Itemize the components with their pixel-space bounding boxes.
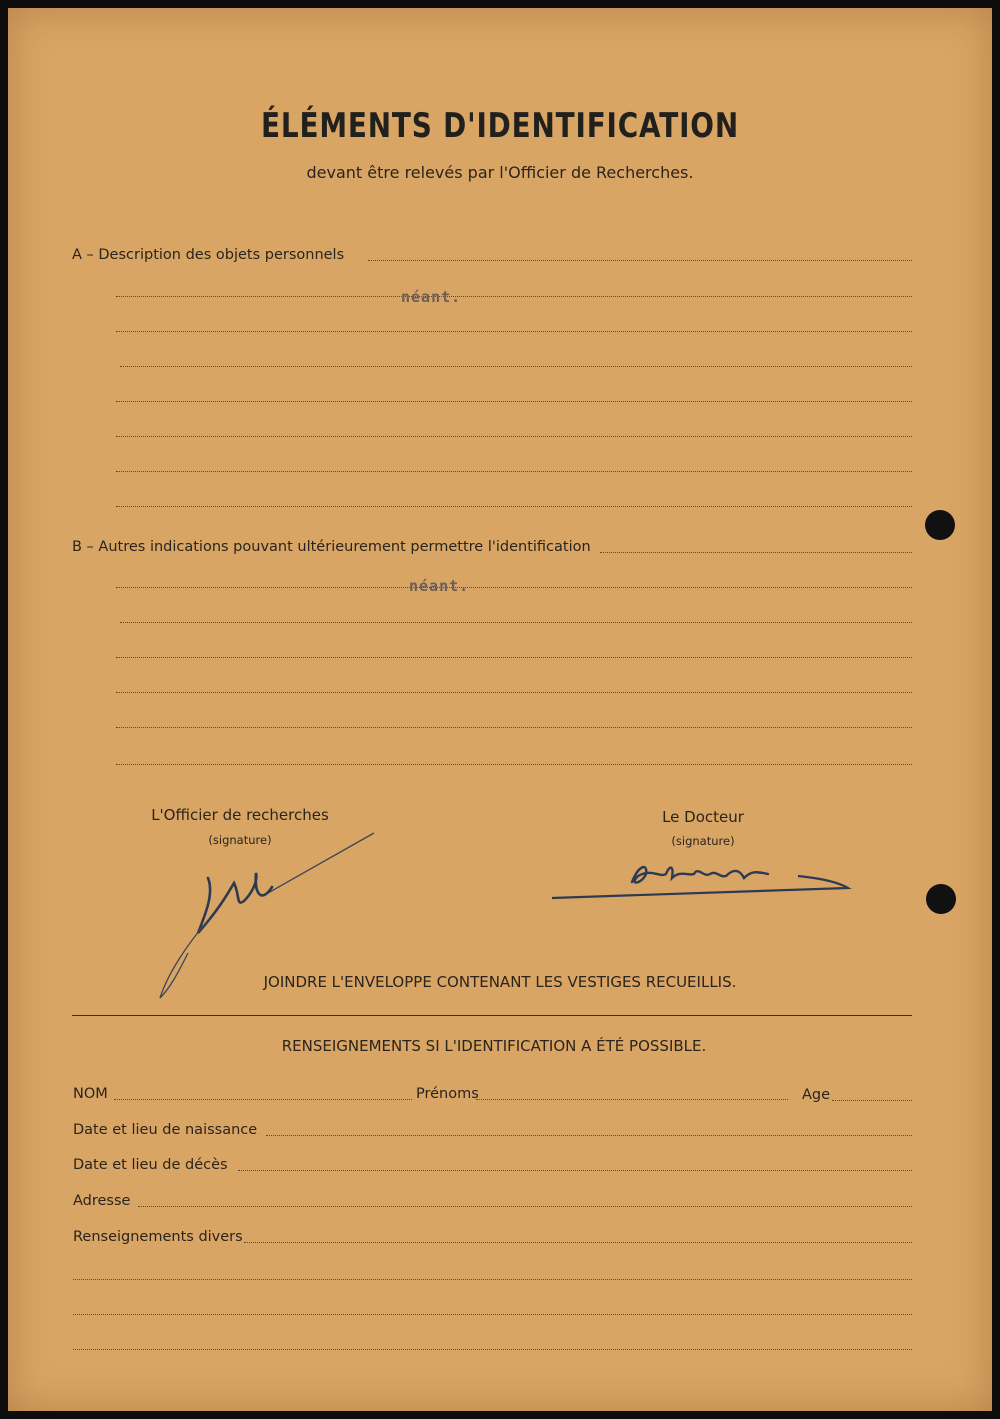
identification-heading: RENSEIGNEMENTS SI L'IDENTIFICATION A ÉTÉ POSSIBLE. bbox=[281, 1037, 707, 1055]
section-a-label: A – Description des objets personnels bbox=[72, 247, 345, 263]
punch-hole bbox=[925, 510, 955, 540]
deces-field[interactable] bbox=[238, 1170, 912, 1171]
section-a-typed-value: néant. bbox=[401, 288, 462, 306]
section-a-line bbox=[116, 401, 912, 402]
nom-field[interactable] bbox=[114, 1099, 412, 1100]
doctor-handwritten-signature bbox=[548, 848, 858, 908]
form-title: ÉLÉMENTS D'IDENTIFICATION bbox=[261, 106, 739, 146]
nom-label: NOM bbox=[73, 1086, 108, 1102]
section-a-line bbox=[120, 366, 912, 367]
adresse-label: Adresse bbox=[73, 1193, 131, 1209]
section-b-line bbox=[116, 764, 912, 765]
section-b-line bbox=[116, 727, 912, 728]
section-b-line bbox=[116, 692, 912, 693]
naissance-field[interactable] bbox=[266, 1135, 912, 1136]
doctor-signature-subtitle: (signature) bbox=[671, 834, 735, 848]
form-page bbox=[8, 8, 992, 1411]
divers-field[interactable] bbox=[244, 1242, 912, 1243]
divers-label: Renseignements divers bbox=[73, 1229, 243, 1245]
naissance-label: Date et lieu de naissance bbox=[73, 1122, 258, 1138]
age-label: Age bbox=[802, 1087, 831, 1103]
prenoms-field[interactable] bbox=[476, 1099, 788, 1100]
section-b-line bbox=[116, 587, 912, 588]
divers-line[interactable] bbox=[73, 1349, 912, 1350]
instruction-text: JOINDRE L'ENVELOPPE CONTENANT LES VESTIGES RECUEILLIS. bbox=[263, 973, 737, 991]
section-a-line bbox=[116, 296, 912, 297]
section-a-line bbox=[116, 506, 912, 507]
section-a-line bbox=[116, 471, 912, 472]
adresse-field[interactable] bbox=[138, 1206, 912, 1207]
deces-label: Date et lieu de décès bbox=[73, 1157, 228, 1173]
section-b-label: B – Autres indications pouvant ultérieurement permettre l'identification bbox=[72, 539, 591, 555]
section-b-typed-value: néant. bbox=[409, 577, 470, 595]
section-b-line bbox=[116, 657, 912, 658]
section-a-line bbox=[116, 331, 912, 332]
doctor-signature-title: Le Docteur bbox=[662, 808, 744, 826]
age-field[interactable] bbox=[832, 1100, 912, 1101]
prenoms-label: Prénoms bbox=[416, 1086, 479, 1102]
section-b-line bbox=[120, 622, 912, 623]
section-a-line bbox=[116, 436, 912, 437]
divers-line[interactable] bbox=[73, 1279, 912, 1280]
officer-signature-subtitle: (signature) bbox=[208, 833, 272, 847]
officer-signature-title: L'Officier de recherches bbox=[151, 806, 329, 824]
form-subtitle: devant être relevés par l'Officier de Recherches. bbox=[306, 163, 694, 182]
punch-hole bbox=[926, 884, 956, 914]
section-b-line bbox=[600, 552, 912, 553]
section-divider bbox=[72, 1015, 912, 1016]
section-a-line bbox=[368, 260, 912, 261]
divers-line[interactable] bbox=[73, 1314, 912, 1315]
